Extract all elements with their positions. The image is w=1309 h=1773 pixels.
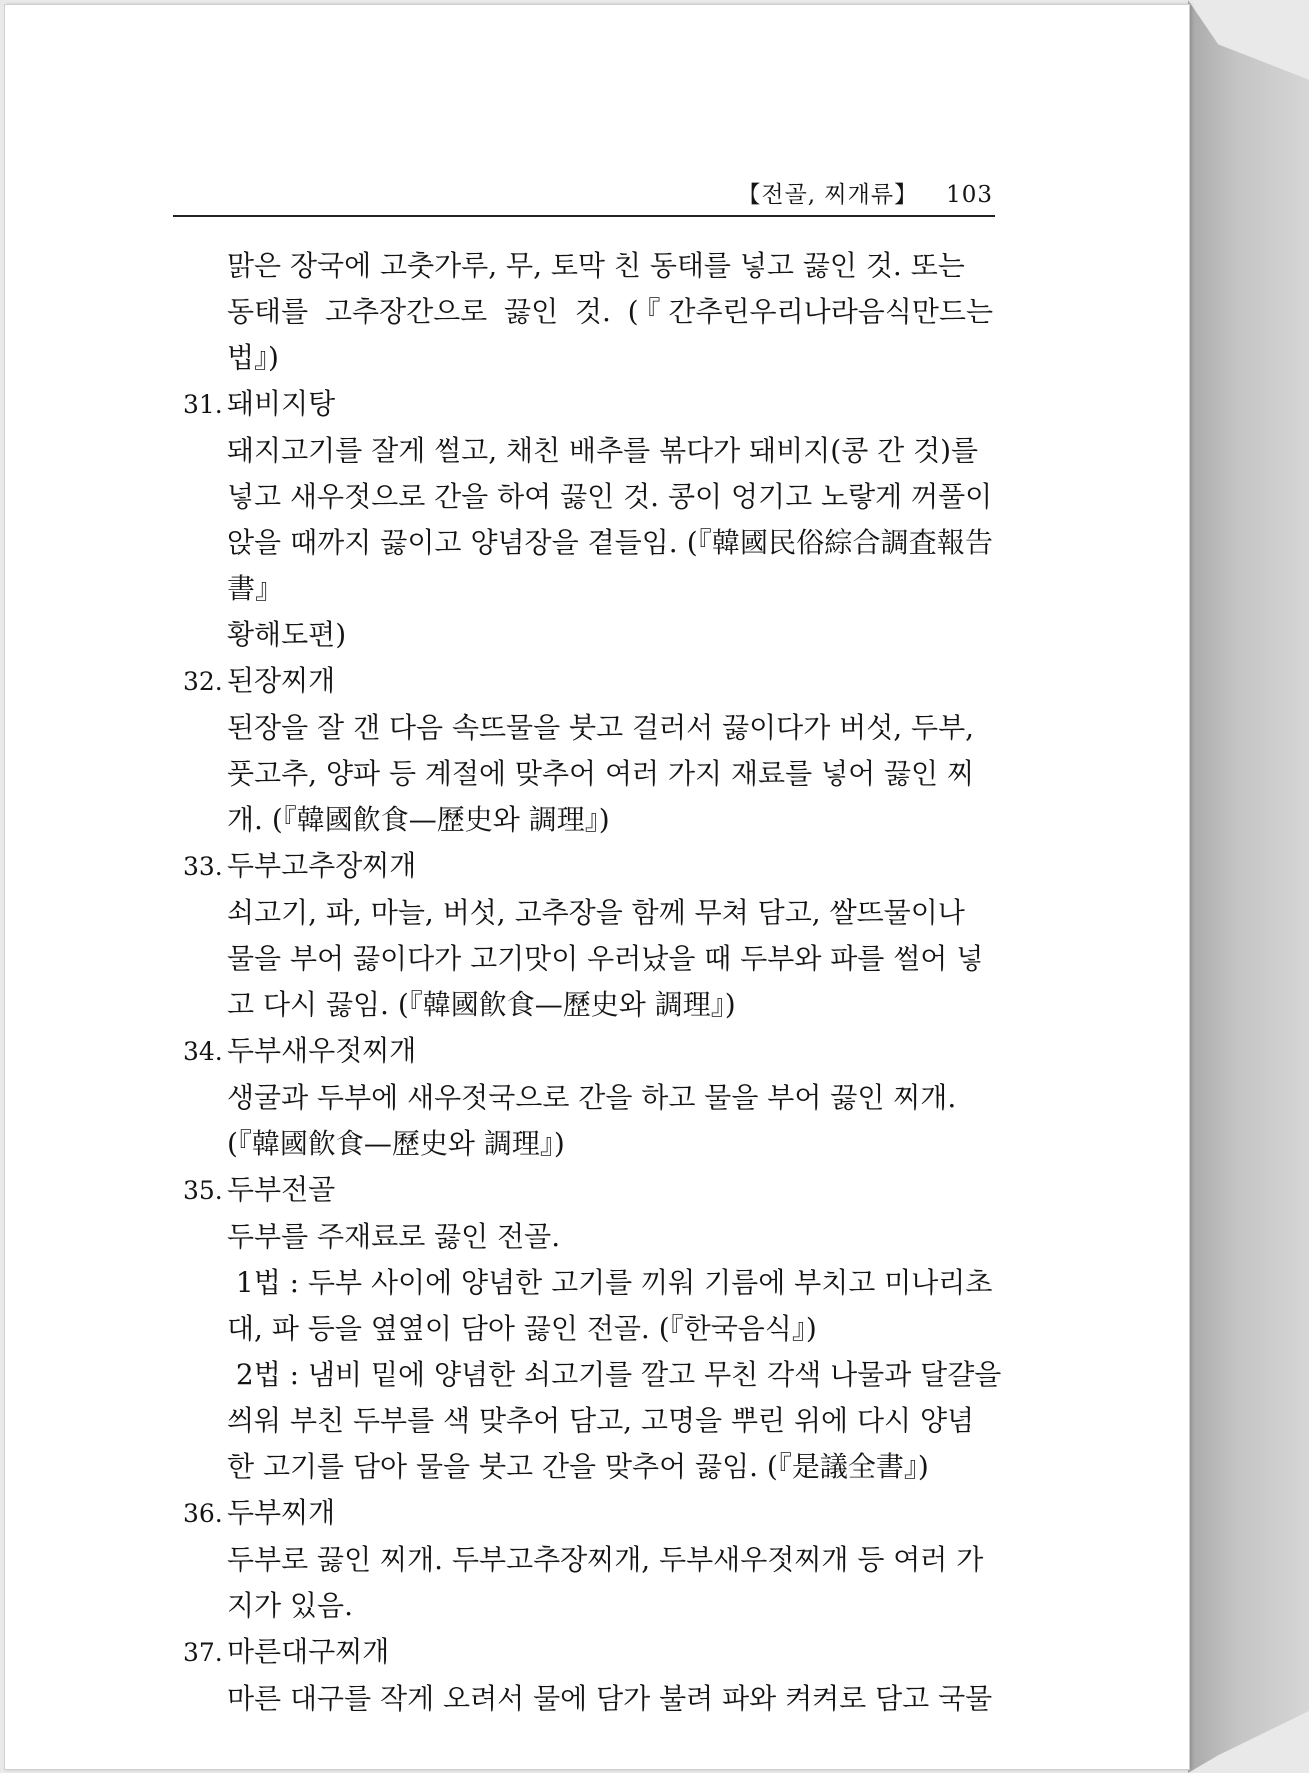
body-line: 쇠고기, 파, 마늘, 버섯, 고추장을 함께 무쳐 담고, 쌀뜨물이나 bbox=[227, 896, 965, 929]
body-line: (『韓國飮食—歷史와 調理』) bbox=[227, 1127, 565, 1160]
body-line: 지가 있음. bbox=[227, 1589, 353, 1622]
entry-title: 두부찌개 bbox=[227, 1496, 336, 1529]
body-line: 개. (『韓國飮食—歷史와 調理』) bbox=[227, 803, 610, 836]
entry-body bbox=[183, 1676, 993, 1722]
entry-title: 두부새우젓찌개 bbox=[227, 1034, 417, 1067]
entry-number: 32. bbox=[183, 667, 223, 696]
page-number: 103 bbox=[946, 182, 993, 208]
entry-title: 돼비지탕 bbox=[227, 387, 336, 420]
page bbox=[4, 4, 1190, 1770]
entry-heading bbox=[183, 1629, 993, 1676]
entry-body bbox=[183, 428, 993, 658]
entry-heading bbox=[183, 1167, 993, 1214]
intro-line: 맑은 장국에 고춧가루, 무, 토막 친 동태를 넣고 끓인 것. 또는 bbox=[227, 249, 965, 282]
body-line: 두부로 끓인 찌개. 두부고추장찌개, 두부새우젓찌개 등 여러 가 bbox=[227, 1543, 984, 1576]
section-title: 【전골, 찌개류】 bbox=[737, 182, 919, 208]
entry-heading bbox=[183, 1490, 993, 1537]
entry-title: 두부전골 bbox=[227, 1173, 336, 1206]
body-line: 대, 파 등을 옆옆이 담아 끓인 전골. (『한국음식』) bbox=[227, 1312, 817, 1345]
running-head bbox=[175, 176, 993, 209]
entry-body bbox=[183, 1537, 993, 1629]
body-line: 1법 : 두부 사이에 양념한 고기를 끼워 기름에 부치고 미나리초 bbox=[227, 1266, 993, 1299]
body-line: 물을 부어 끓이다가 고기맛이 우러났을 때 두부와 파를 썰어 넣 bbox=[227, 942, 984, 975]
entry-title: 된장찌개 bbox=[227, 664, 336, 697]
entry-title: 마른대구찌개 bbox=[227, 1635, 390, 1668]
body-line: 고 다시 끓임. (『韓國飮食—歷史와 調理』) bbox=[227, 988, 736, 1021]
body-line: 생굴과 두부에 새우젓국으로 간을 하고 물을 부어 끓인 찌개. bbox=[227, 1081, 957, 1114]
intro-line: 동태를 고추장간으로 끓인 것. (『간추린우리나라음식만드는법』) bbox=[227, 295, 993, 374]
body-line: 씌워 부친 두부를 색 맞추어 담고, 고명을 뿌린 위에 다시 양념 bbox=[227, 1404, 975, 1437]
body-line: 풋고추, 양파 등 계절에 맞추어 여러 가지 재료를 넣어 끓인 찌 bbox=[227, 757, 975, 790]
body-line: 넣고 새우젓으로 간을 하여 끓인 것. 콩이 엉기고 노랗게 꺼풀이 bbox=[227, 480, 993, 513]
entry-number: 36. bbox=[183, 1499, 223, 1528]
entry-body bbox=[183, 890, 993, 1028]
body-line: 황해도편) bbox=[227, 618, 347, 651]
entry-body bbox=[183, 1075, 993, 1167]
entry-heading bbox=[183, 1028, 993, 1075]
body-line: 앉을 때까지 끓이고 양념장을 곁들임. (『韓國民俗綜合調査報告書』 bbox=[227, 526, 993, 605]
entry-body bbox=[183, 705, 993, 843]
entry-heading bbox=[183, 381, 993, 428]
body-line: 두부를 주재료로 끓인 전골. bbox=[227, 1220, 561, 1253]
entry-number: 31. bbox=[183, 390, 223, 419]
entry-body bbox=[183, 1214, 1002, 1490]
header-rule bbox=[173, 215, 995, 217]
entry-title: 두부고추장찌개 bbox=[227, 849, 417, 882]
entry-number: 33. bbox=[183, 852, 223, 881]
page-content bbox=[183, 243, 1002, 1722]
entry-number: 37. bbox=[183, 1638, 223, 1667]
entry-heading bbox=[183, 658, 993, 705]
entry-number: 35. bbox=[183, 1176, 223, 1205]
page-edge bbox=[1188, 0, 1309, 1773]
entry-number: 34. bbox=[183, 1037, 223, 1066]
entry-heading bbox=[183, 843, 993, 890]
body-line: 돼지고기를 잘게 썰고, 채친 배추를 볶다가 돼비지(콩 간 것)를 bbox=[227, 434, 979, 467]
body-line: 2법 : 냄비 밑에 양념한 쇠고기를 깔고 무친 각색 나물과 달걀을 bbox=[227, 1358, 1002, 1391]
body-line: 마른 대구를 작게 오려서 물에 담가 불려 파와 켜켜로 담고 국물 bbox=[227, 1682, 993, 1715]
intro-paragraph bbox=[183, 243, 993, 381]
body-line: 된장을 잘 갠 다음 속뜨물을 붓고 걸러서 끓이다가 버섯, 두부, bbox=[227, 711, 975, 744]
body-line: 한 고기를 담아 물을 붓고 간을 맞추어 끓임. (『是議全書』) bbox=[227, 1450, 929, 1483]
